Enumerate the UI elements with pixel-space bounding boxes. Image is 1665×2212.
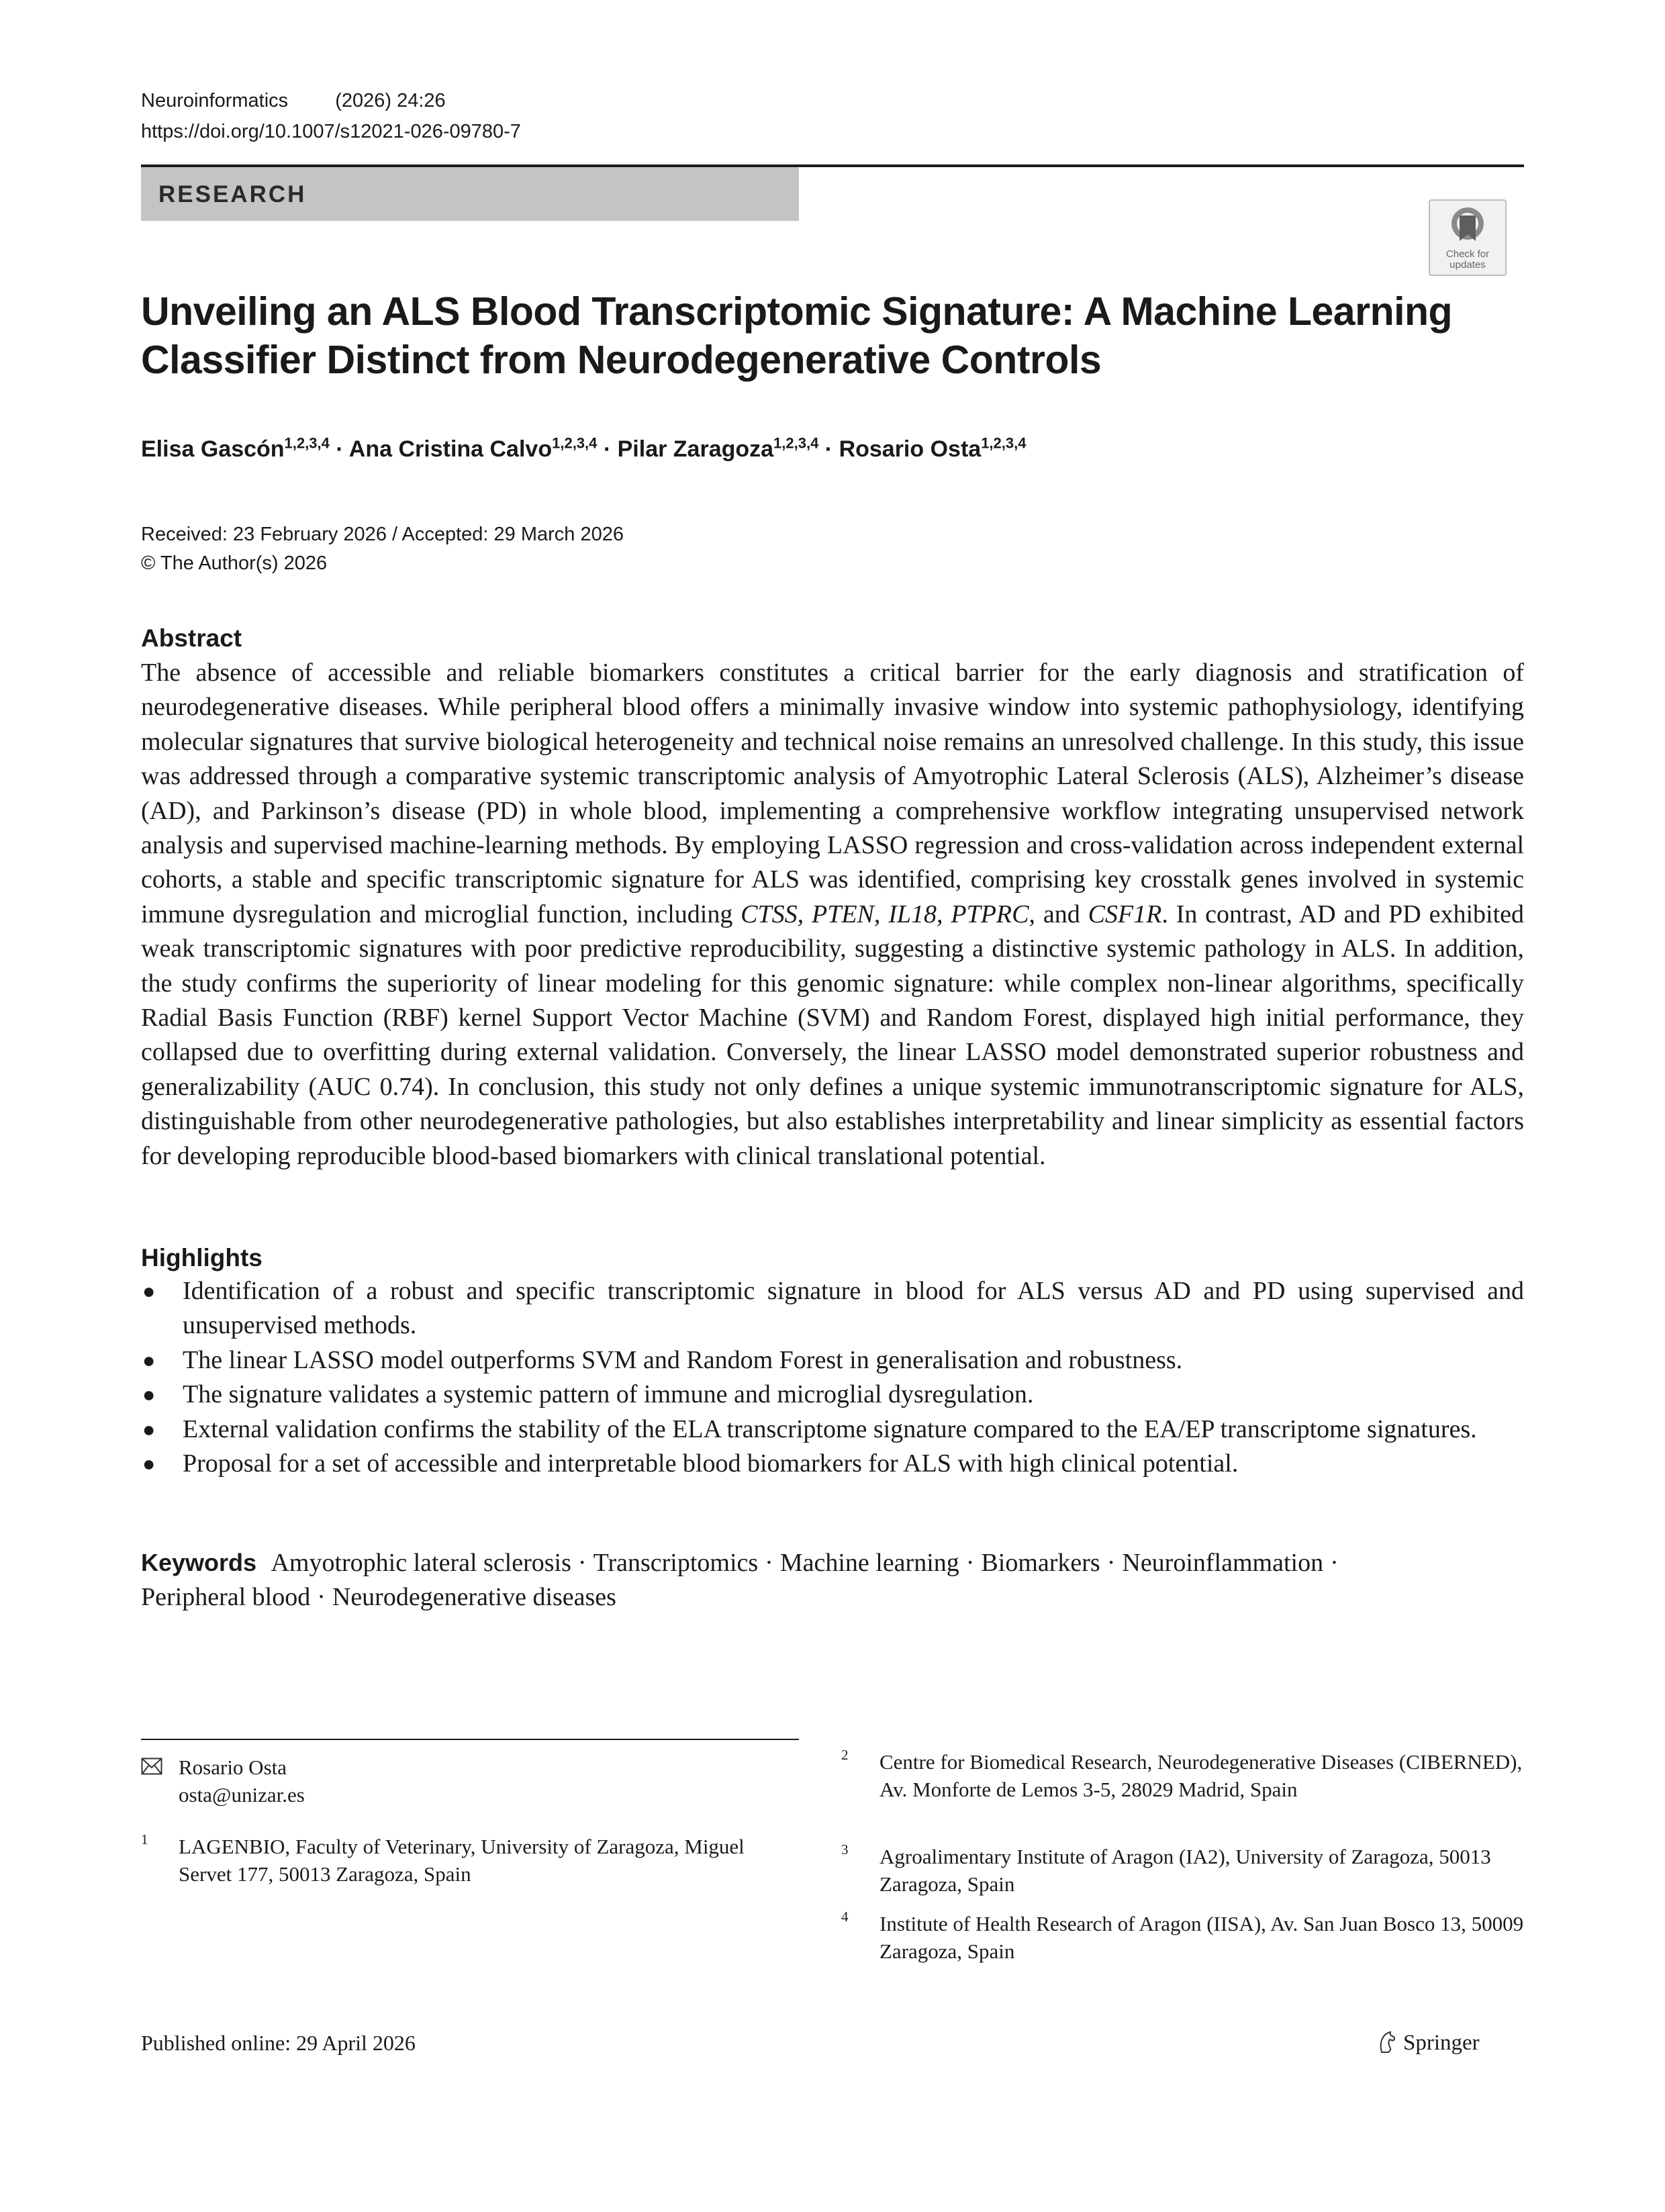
affiliation-text: Agroalimentary Institute of Aragon (IA2), University of Zaragoza, 50013 Zaragoza, Spain: [879, 1845, 1491, 1896]
author[interactable]: Elisa Gascón$^{1,2,3,4}$: [141, 435, 330, 463]
affiliation-text: Institute of Health Research of Aragon (IISA), Av. San Juan Bosco 13, 50009 Zaragoza, Spain: [879, 1912, 1524, 1963]
author-affiliation: 1,2,3,4: [981, 435, 1027, 452]
affiliation-text: Centre for Biomedical Research, Neurodegenerative Diseases (CIBERNED), Av. Monforte de Lemos 3-5, 28029 Madrid, Spain: [879, 1750, 1523, 1801]
received-accepted: Received: 23 February 2026 / Accepted: 29 March 2026: [141, 524, 624, 545]
affiliation-text: LAGENBIO, Faculty of Veterinary, University of Zaragoza, Miguel Servet 177, 50013 Zaragoza, Spain: [179, 1835, 745, 1886]
keyword-separator: ·: [1106, 1549, 1116, 1577]
author-list: [141, 435, 1026, 463]
copyright: © The Author(s) 2026: [141, 552, 328, 574]
journal-volume: (2026) 24:26: [335, 90, 446, 111]
keywords-label: Keywords: [141, 1549, 257, 1576]
journal-name: Neuroinformatics: [141, 90, 289, 111]
published-date: Published online: 29 April 2026: [141, 2031, 416, 2055]
keyword-separator: ·: [765, 1549, 773, 1577]
author-separator: ·: [336, 436, 344, 463]
author-separator: ·: [824, 436, 833, 463]
author[interactable]: Rosario Osta$^{1,2,3,4}$: [839, 435, 1027, 463]
author-affiliation: 1,2,3,4: [552, 435, 598, 452]
envelope-icon: [141, 1758, 162, 1775]
springer-horse-icon: [1376, 2031, 1396, 2054]
keyword-separator: ·: [317, 1583, 326, 1612]
keyword: Machine learning: [779, 1549, 959, 1577]
keyword-separator: ·: [1330, 1549, 1339, 1577]
contact-name: Rosario Osta: [179, 1756, 287, 1779]
author[interactable]: Ana Cristina Calvo$^{1,2,3,4}$: [348, 435, 598, 463]
affiliation-number: 1: [141, 1831, 148, 1847]
list-item: ● External validation confirms the stability of the ELA transcriptome signature compared to the EA/EP transcriptome signatures.: [141, 1412, 1524, 1447]
list-item: ● Identification of a robust and specific transcriptomic signature in blood for ALS versus AD and PD using supervised and unsupervised methods.: [141, 1274, 1524, 1343]
gene-csf1r: CSF1R: [1088, 900, 1162, 928]
publisher-name: Springer: [1403, 2031, 1480, 2055]
author-separator: ·: [603, 436, 612, 463]
gene-list: CTSS, PTEN, IL18, PTPRC: [741, 900, 1029, 928]
section-label: RESEARCH: [158, 181, 307, 207]
footnote-rule: [141, 1739, 799, 1740]
author-affiliation: 1,2,3,4: [773, 435, 819, 452]
author[interactable]: Pilar Zaragoza$^{1,2,3,4}$: [617, 435, 819, 463]
check-for-updates-label: Check for updates: [1445, 248, 1490, 271]
doi-link[interactable]: https://doi.org/10.1007/s12021-026-09780-7: [141, 121, 521, 142]
check-for-updates-button[interactable]: [1429, 199, 1507, 276]
journal-info: [141, 90, 446, 112]
keyword-separator: ·: [965, 1549, 975, 1577]
keyword: Neuroinflammation: [1122, 1549, 1324, 1577]
highlights-heading: Highlights: [141, 1244, 263, 1271]
keyword-separator: ·: [577, 1549, 587, 1577]
keyword: Biomarkers: [981, 1549, 1100, 1577]
affiliation-number: 2: [841, 1747, 849, 1763]
bookmark-refresh-icon: [1450, 206, 1485, 245]
keyword: Transcriptomics: [593, 1549, 759, 1577]
affiliation-number: 4: [841, 1909, 849, 1925]
keyword: Peripheral blood: [141, 1583, 311, 1612]
abstract-text: The absence of accessible and reliable biomarkers constitutes a critical barrier for the early diagnosis and stratification of neurodegenerative diseases. While peripheral blood offers a minimally invasive window into systemic pathophysiology, identifying molecular signatures that survive biological heterogeneity and technical noise remains an unresolved challenge. In this study, this issue was addressed through a comparative systemic transcriptomic analysis of Amyotrophic Lateral Sclerosis (ALS), Alzheimer’s disease (AD), and Parkinson’s disease (PD) in whole blood, implementing a comprehensive workflow integrating unsupervised network analysis and supervised machine-learning methods. By employing LASSO regression and cross-validation across independent external cohorts, a stable and specific transcriptomic signature for ALS was identified, comprising key crosstalk genes involved in systemic immune dysregulation and microglial function, including CTSS, PTEN, IL18, PTPRC, and CSF1R. In contrast, AD and PD exhibited weak transcriptomic signatures with poor predictive reproducibility, suggesting a distinctive systemic pathology in ALS. In addition, the study confirms the superiority of linear modeling for this genomic signature: while complex non-linear algorithms, specifically Radial Basis Function (RBF) kernel Support Vector Machine (SVM) and Random Forest, displayed high initial performance, they collapsed due to overfitting during external validation. Conversely, the linear LASSO model demonstrated superior robustness and generalizability (AUC 0.74). In conclusion, this study not only defines a unique systemic immunotranscriptomic signature for ALS, distinguishable from other neurodegenerative pathologies, but also establishes interpretability and linear simplicity as essential factors for developing reproducible blood-based biomarkers with clinical translational potential.: [141, 659, 1524, 1170]
affiliation-number: 3: [841, 1841, 849, 1858]
list-item: ● The linear LASSO model outperforms SVM and Random Forest in generalisation and robustness.: [141, 1343, 1524, 1378]
list-item: ● The signature validates a systemic pattern of immune and microglial dysregulation.: [141, 1378, 1524, 1412]
author-affiliation: 1,2,3,4: [284, 435, 330, 452]
article-dates: [141, 520, 624, 578]
publisher-logo: [1376, 2031, 1480, 2056]
highlights-list: [141, 1274, 1524, 1481]
list-item: ● Proposal for a set of accessible and interpretable blood biomarkers for ALS with high clinical potential.: [141, 1447, 1524, 1481]
contact-email[interactable]: osta@unizar.es: [179, 1783, 305, 1807]
abstract-heading: Abstract: [141, 624, 242, 652]
keywords: [141, 1545, 1524, 1615]
article-title: Unveiling an ALS Blood Transcriptomic Signature: A Machine Learning Classifier Distinct from Neurodegenerative Controls: [141, 289, 1453, 382]
keyword: Amyotrophic lateral sclerosis: [271, 1549, 571, 1577]
keyword: Neurodegenerative diseases: [332, 1583, 616, 1612]
